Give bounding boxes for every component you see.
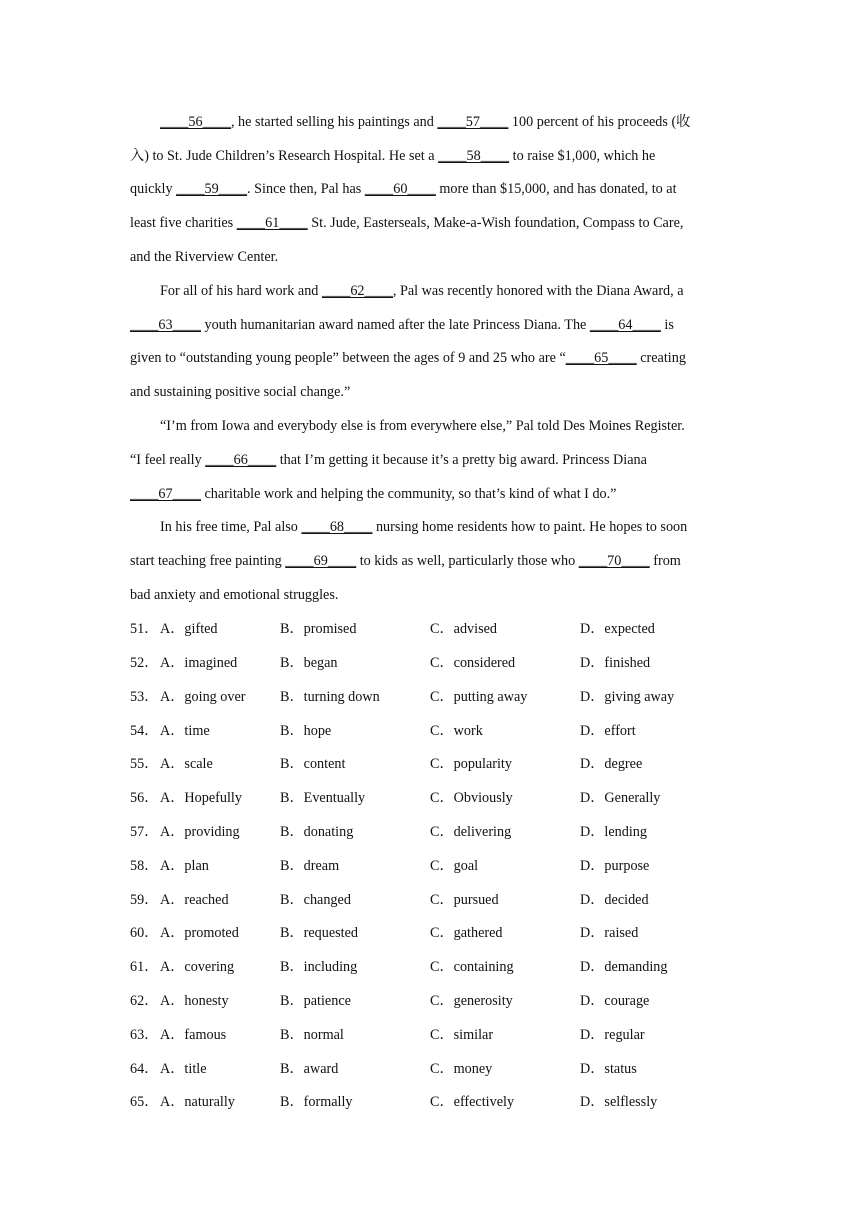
option-b: B．formally [280,1094,353,1110]
option-b: B．changed [280,892,351,908]
question-number: 62． [130,993,159,1009]
passage-text: to kids as well, particularly those who [356,553,579,569]
option-a: A．plan [160,858,209,874]
option-b: B．began [280,655,338,671]
option-a: A．covering [160,959,235,975]
option-d: D．demanding [580,959,668,975]
option-c: C．gathered [430,925,503,941]
option-b: B．requested [280,925,359,941]
passage-line [130,178,677,200]
option-d: D．purpose [580,858,650,874]
question-number: 63． [130,1027,159,1043]
option-a: A．naturally [160,1094,235,1110]
passage-text: is [660,317,674,333]
question-row [130,821,730,843]
passage-text: charitable work and helping the community, so that’s kind of what I do.” [200,486,617,502]
option-d: D．finished [580,655,651,671]
passage-text: that I’m getting it because it’s a pretty big award. Princess Diana [276,452,647,468]
blank-59: ____59____ [176,181,248,197]
question-row [130,1091,730,1113]
option-d: D．courage [580,993,650,1009]
option-d: D．regular [580,1027,645,1043]
blank-66: ____66____ [205,452,277,468]
option-a: A．reached [160,892,229,908]
passage-text: bad anxiety and emotional struggles. [130,587,339,603]
option-b: B．including [280,959,358,975]
passage-text: 100 percent of his proceeds (收 [508,114,691,130]
question-number: 53． [130,689,159,705]
option-b: B．content [280,756,346,772]
question-row [130,990,730,1012]
option-b: B．patience [280,993,351,1009]
option-b: B．Eventually [280,790,366,806]
passage-line [130,449,647,471]
blank-61: ____61____ [236,215,308,231]
passage-line [160,280,684,302]
passage-text: , he started selling his paintings and [230,114,438,130]
option-a: A．famous [160,1027,227,1043]
option-d: D．giving away [580,689,675,705]
question-row [130,753,730,775]
option-c: C．Obviously [430,790,513,806]
option-d: D．raised [580,925,639,941]
option-c: C．pursued [430,892,499,908]
passage-text: St. Jude, Easterseals, Make-a-Wish foundation, Compass to Care, [307,215,684,231]
option-c: C．putting away [430,689,528,705]
option-d: D．effort [580,723,636,739]
passage-line [130,246,278,268]
blank-64: ____64____ [589,317,661,333]
blank-68: ____68____ [301,519,373,535]
option-b: B．turning down [280,689,380,705]
option-d: D．Generally [580,790,661,806]
passage-line [160,111,690,133]
passage-text: nursing home residents how to paint. He hopes to soon [372,519,688,535]
passage-text: given to “outstanding young people” between the ages of 9 and 25 who are “ [130,350,566,366]
option-d: D．selflessly [580,1094,658,1110]
option-a: A．title [160,1061,207,1077]
passage-text: to raise $1,000, which he [509,148,656,164]
passage-text: creating [636,350,686,366]
option-c: C．effectively [430,1094,515,1110]
question-number: 56． [130,790,159,806]
question-row [130,922,730,944]
passage-line [130,314,674,336]
question-row [130,889,730,911]
option-b: B．hope [280,723,332,739]
passage-line [130,347,686,369]
option-b: B．normal [280,1027,344,1043]
passage-text: start teaching free painting [130,553,286,569]
passage-text: , Pal was recently honored with the Diana Award, a [392,283,684,299]
blank-56: ____56____ [160,114,231,130]
blank-57: ____57____ [437,114,509,130]
option-d: D．lending [580,824,647,840]
passage-line [130,381,350,403]
question-row [130,1024,730,1046]
passage-text: “I feel really [130,452,206,468]
passage-text: 入) to St. Jude Children’s Research Hospital. He set a [130,148,439,164]
passage-line [130,145,655,167]
option-a: A．promoted [160,925,239,941]
option-d: D．decided [580,892,649,908]
option-c: C．money [430,1061,493,1077]
passage-text: and the Riverview Center. [130,249,279,265]
option-c: C．popularity [430,756,512,772]
blank-69: ____69____ [285,553,357,569]
blank-70: ____70____ [578,553,650,569]
question-row [130,686,730,708]
option-a: A．Hopefully [160,790,242,806]
question-number: 61． [130,959,159,975]
question-number: 60． [130,925,159,941]
passage-text: quickly [130,181,177,197]
option-a: A．time [160,723,210,739]
passage-text: least five charities [130,215,237,231]
option-b: B．dream [280,858,340,874]
blank-62: ____62____ [321,283,393,299]
passage-line [160,516,687,538]
question-row [130,956,730,978]
passage-text: . Since then, Pal has [247,181,365,197]
passage-text: youth humanitarian award named after the late Princess Diana. The [200,317,590,333]
blank-65: ____65____ [565,350,637,366]
option-c: C．work [430,723,483,739]
passage-text: In his free time, Pal also [160,519,302,535]
blank-58: ____58____ [438,148,510,164]
question-number: 58． [130,858,159,874]
question-row [130,720,730,742]
option-c: C．considered [430,655,516,671]
option-c: C．advised [430,621,497,637]
option-a: A．honesty [160,993,229,1009]
option-c: C．goal [430,858,479,874]
option-a: A．gifted [160,621,218,637]
question-number: 51． [130,621,159,637]
question-number: 59． [130,892,159,908]
blank-63: ____63____ [130,317,201,333]
option-b: B．promised [280,621,357,637]
option-a: A．providing [160,824,240,840]
question-row [130,787,730,809]
blank-67: ____67____ [130,486,201,502]
passage-text: and sustaining positive social change.” [130,384,351,400]
passage-line [130,212,683,234]
option-d: D．status [580,1061,637,1077]
passage-text: For all of his hard work and [160,283,322,299]
option-c: C．delivering [430,824,512,840]
option-a: A．going over [160,689,246,705]
option-c: C．generosity [430,993,513,1009]
question-number: 64． [130,1061,159,1077]
passage-line [130,584,338,606]
question-row [130,855,730,877]
question-number: 55． [130,756,159,772]
question-row [130,652,730,674]
question-row [130,1058,730,1080]
option-b: B．award [280,1061,339,1077]
option-b: B．donating [280,824,354,840]
passage-line [130,550,681,572]
passage-line [130,483,616,505]
question-number: 54． [130,723,159,739]
option-c: C．similar [430,1027,494,1043]
blank-60: ____60____ [364,181,436,197]
passage-text: “I’m from Iowa and everybody else is from everywhere else,” Pal told Des Moines Register. [160,418,685,434]
option-d: D．degree [580,756,643,772]
option-a: A．scale [160,756,213,772]
passage-line [160,415,685,437]
question-row [130,618,730,640]
passage-text: from [649,553,681,569]
passage-text: more than $15,000, and has donated, to at [435,181,677,197]
option-c: C．containing [430,959,514,975]
option-a: A．imagined [160,655,238,671]
option-d: D．expected [580,621,655,637]
question-number: 65． [130,1094,159,1110]
question-number: 52． [130,655,159,671]
question-number: 57． [130,824,159,840]
